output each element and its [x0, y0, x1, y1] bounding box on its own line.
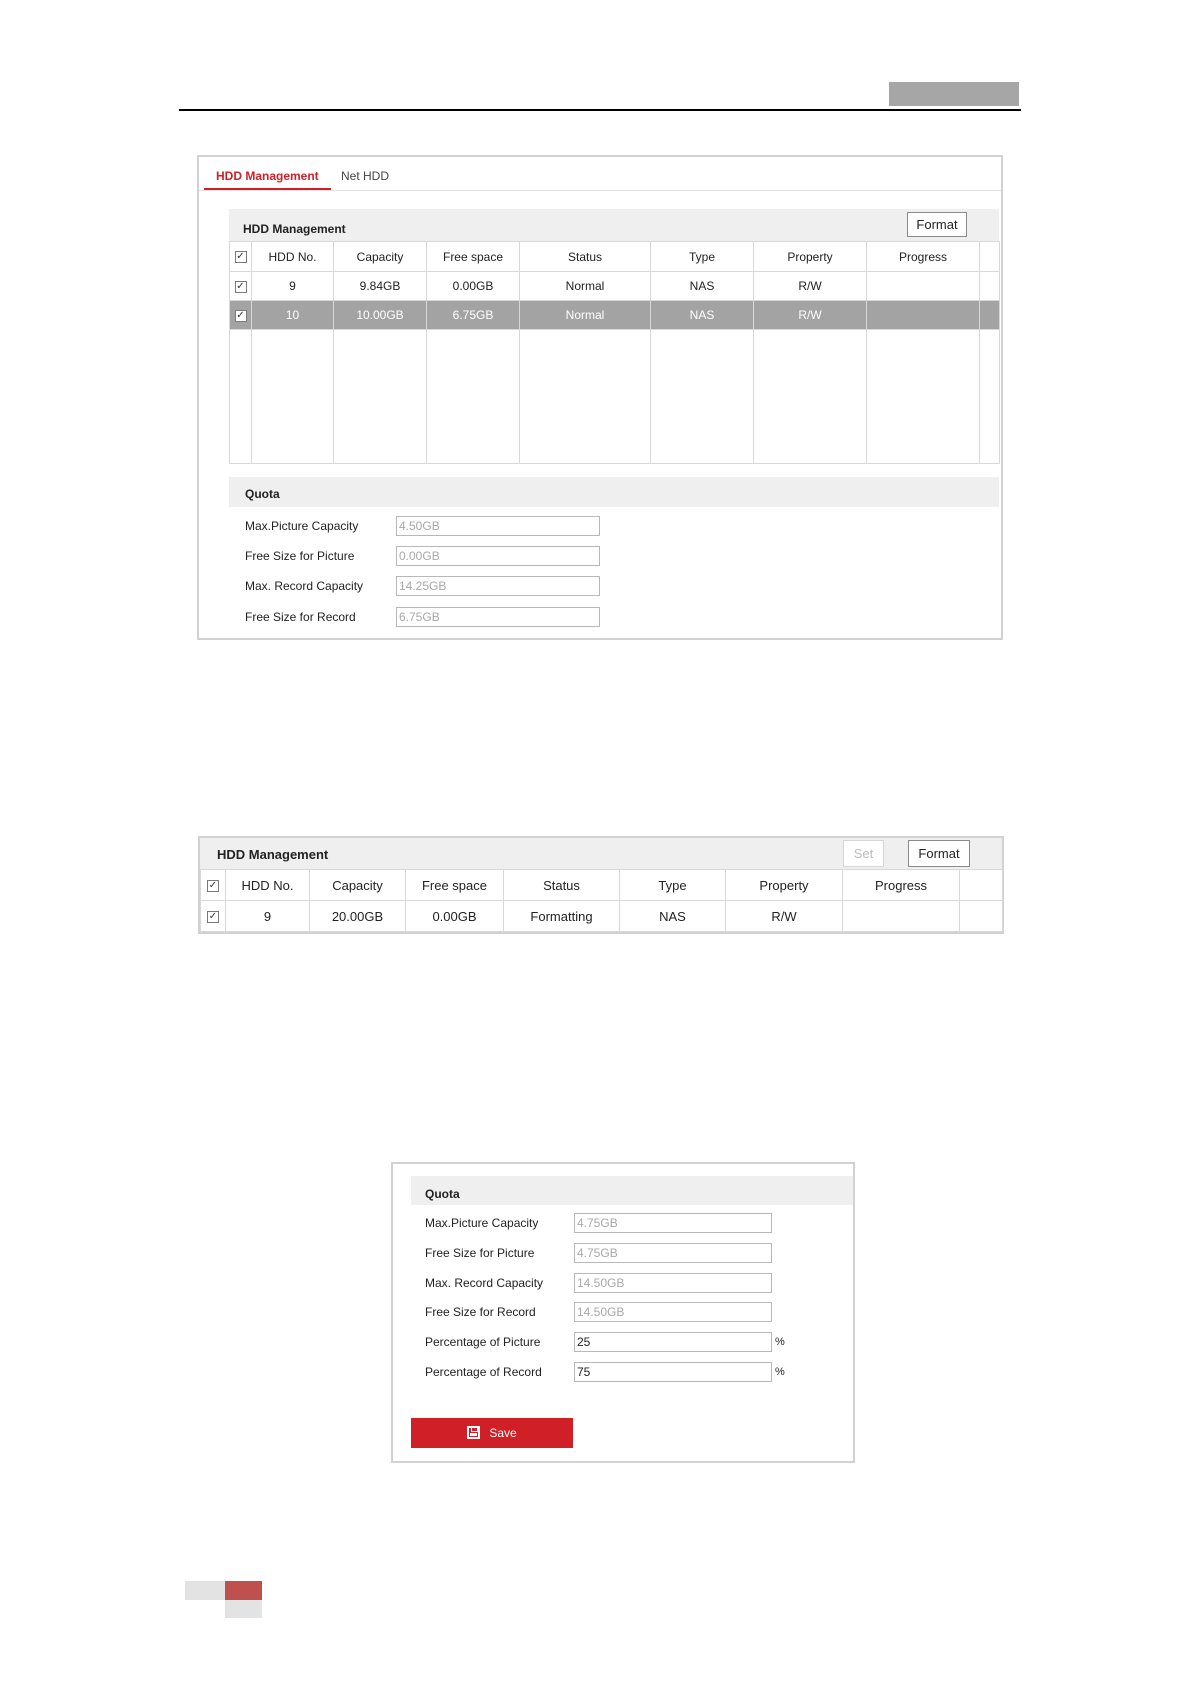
table-cell: R/W [754, 301, 867, 330]
footer-red-block [225, 1581, 262, 1600]
quota-section-header [229, 477, 999, 507]
row-checkbox[interactable] [201, 901, 226, 932]
table-row-selected[interactable] [230, 301, 1000, 330]
quota-title: Quota [425, 1187, 460, 1201]
select-all-checkbox[interactable] [201, 870, 226, 901]
column-header: Progress [843, 870, 960, 901]
max-picture-capacity-field[interactable]: 4.50GB [396, 516, 600, 536]
table-cell: NAS [620, 901, 726, 932]
tab-hdd-management[interactable]: HDD Management [204, 161, 331, 191]
free-size-record-field[interactable]: 6.75GB [396, 607, 600, 627]
quota-field-label: Free Size for Picture [245, 549, 355, 563]
set-button[interactable]: Set [843, 840, 884, 867]
column-header: Capacity [310, 870, 406, 901]
table-cell [843, 901, 960, 932]
quota-field-label: Free Size for Record [425, 1305, 536, 1319]
column-header: Progress [867, 242, 980, 272]
checkbox-checked-icon: ✓ [208, 911, 218, 923]
table-cell: Formatting [504, 901, 620, 932]
quota-field-label: Percentage of Picture [425, 1335, 541, 1349]
free-size-picture-field[interactable]: 4.75GB [574, 1243, 772, 1263]
free-size-record-field[interactable]: 14.50GB [574, 1302, 772, 1322]
percentage-record-input[interactable]: 75 [574, 1362, 772, 1382]
table-cell: NAS [651, 301, 754, 330]
max-record-capacity-field[interactable]: 14.50GB [574, 1273, 772, 1293]
row-checkbox[interactable] [230, 301, 252, 330]
max-record-capacity-field[interactable]: 14.25GB [396, 576, 600, 596]
quota-field-label: Max. Record Capacity [245, 579, 364, 593]
hdd-section-header [229, 209, 999, 241]
table-cell: 9.84GB [334, 272, 427, 301]
column-header: Free space [406, 870, 504, 901]
column-header: Status [520, 242, 651, 272]
table-spacer-cell [980, 242, 1000, 272]
table-cell: 6.75GB [427, 301, 520, 330]
floppy-disk-icon [467, 1426, 480, 1439]
format-button[interactable]: Format [908, 840, 970, 867]
column-header: Free space [427, 242, 520, 272]
column-header: Status [504, 870, 620, 901]
table-spacer-cell [980, 301, 1000, 330]
table-empty-area [230, 330, 1000, 464]
tab-divider [199, 190, 1001, 191]
table-cell: 9 [252, 272, 334, 301]
checkbox-checked-icon: ✓ [208, 880, 218, 892]
table-header-row [230, 242, 1000, 272]
percent-unit: % [775, 1366, 785, 1378]
quota-section-header [411, 1176, 853, 1205]
table-cell: NAS [651, 272, 754, 301]
column-header: Property [726, 870, 843, 901]
table-cell: 0.00GB [406, 901, 504, 932]
table-row[interactable] [201, 901, 1003, 932]
hdd-table [229, 241, 1000, 464]
table-header-row [201, 870, 1003, 901]
table-cell: 9 [226, 901, 310, 932]
hdd-table [200, 869, 1003, 932]
free-size-picture-field[interactable]: 0.00GB [396, 546, 600, 566]
table-cell: Normal [520, 272, 651, 301]
table-cell: 0.00GB [427, 272, 520, 301]
save-button[interactable] [411, 1418, 573, 1448]
checkbox-checked-icon: ✓ [236, 251, 245, 263]
header-gray-bar [889, 82, 1019, 106]
table-row[interactable] [230, 272, 1000, 301]
table-cell: R/W [726, 901, 843, 932]
percentage-picture-input[interactable]: 25 [574, 1332, 772, 1352]
table-cell [867, 301, 980, 330]
quota-title: Quota [245, 487, 280, 501]
table-cell [867, 272, 980, 301]
checkbox-checked-icon: ✓ [236, 309, 245, 321]
column-header: Type [620, 870, 726, 901]
table-cell: Normal [520, 301, 651, 330]
percent-unit: % [775, 1336, 785, 1348]
tab-net-hdd[interactable]: Net HDD [341, 169, 390, 183]
column-header: Type [651, 242, 754, 272]
section-title: HDD Management [243, 222, 346, 236]
quota-field-label: Max. Record Capacity [425, 1276, 544, 1290]
footer-gray-block [185, 1581, 225, 1600]
column-header: HDD No. [252, 242, 334, 272]
select-all-checkbox[interactable] [230, 242, 252, 272]
quota-field-label: Percentage of Record [425, 1365, 542, 1379]
quota-field-label: Max.Picture Capacity [245, 519, 359, 533]
table-spacer-cell [960, 901, 1003, 932]
quota-field-label: Free Size for Picture [425, 1246, 535, 1260]
format-button[interactable]: Format [907, 212, 967, 237]
table-spacer-cell [960, 870, 1003, 901]
table-spacer-cell [980, 272, 1000, 301]
table-cell: 10.00GB [334, 301, 427, 330]
max-picture-capacity-field[interactable]: 4.75GB [574, 1213, 772, 1233]
quota-field-label: Free Size for Record [245, 610, 356, 624]
column-header: Property [754, 242, 867, 272]
table-cell: 10 [252, 301, 334, 330]
table-cell: 20.00GB [310, 901, 406, 932]
header-rule [179, 109, 1021, 111]
hdd-management-panel [197, 155, 1003, 640]
quota-panel [391, 1162, 855, 1463]
quota-field-label: Max.Picture Capacity [425, 1216, 539, 1230]
column-header: Capacity [334, 242, 427, 272]
hdd-formatting-panel [198, 836, 1004, 934]
section-title: HDD Management [217, 847, 329, 862]
save-button-label: Save [489, 1426, 517, 1440]
row-checkbox[interactable] [230, 272, 252, 301]
table-cell: R/W [754, 272, 867, 301]
footer-gray-block [225, 1600, 262, 1618]
checkbox-checked-icon: ✓ [236, 280, 245, 292]
column-header: HDD No. [226, 870, 310, 901]
